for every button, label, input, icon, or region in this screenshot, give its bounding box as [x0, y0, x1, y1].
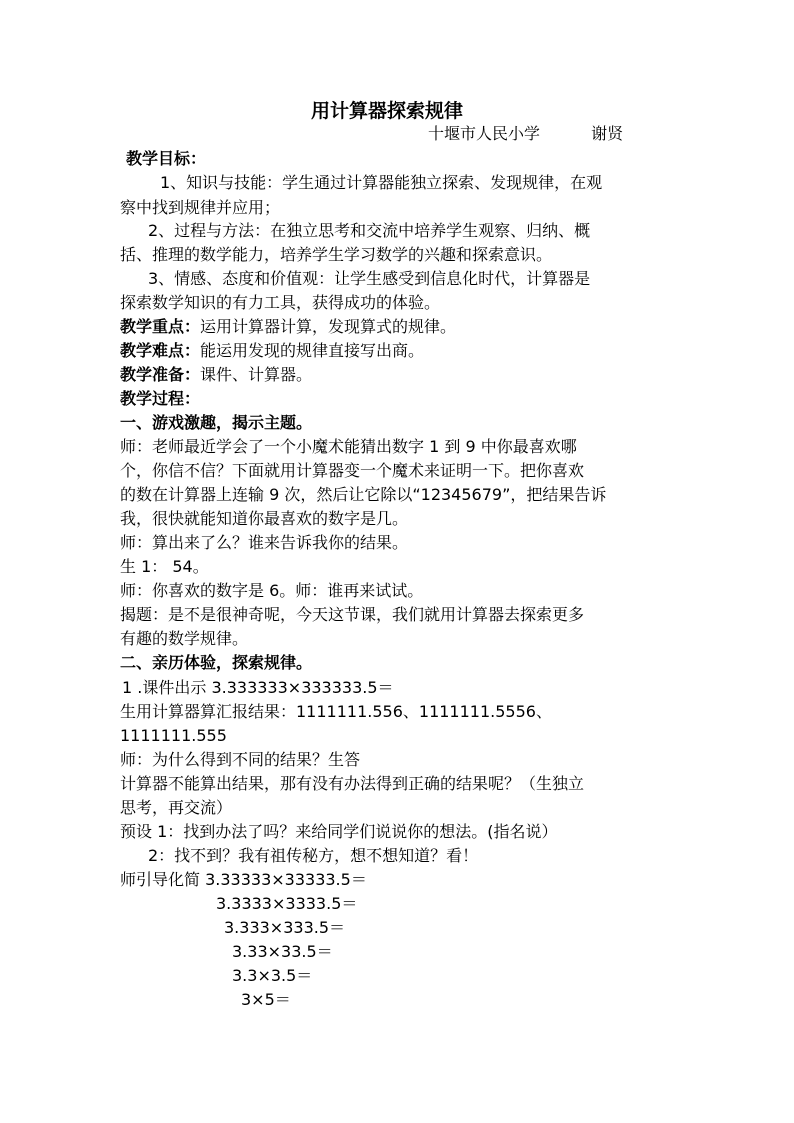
author-school: 十堰市人民小学 — [428, 124, 541, 143]
section-2-line-7: 2：找不到？我有祖传秘方，想不想知道？看！ — [148, 846, 479, 865]
equation-2: 3.333×333.5＝ — [224, 918, 346, 937]
equation-1: 3.3333×3333.5＝ — [216, 894, 358, 913]
teaching-focus — [120, 316, 456, 338]
teaching-difficulty-label: 教学难点： — [120, 341, 201, 360]
process-heading: 教学过程： — [120, 389, 201, 408]
teaching-difficulty — [120, 340, 424, 362]
section-1-paragraph-1-line-1: 师：老师最近学会了一个小魔术能猜出数字 1 到 9 中你最喜欢哪 — [120, 437, 577, 456]
section-2-heading: 二、亲历体验，探索规律。 — [120, 653, 313, 672]
teaching-preparation — [120, 364, 312, 386]
section-2-line-5-b: 思考，再交流） — [120, 798, 233, 817]
section-1-paragraph-1-line-3: 的数在计算器上连输 9 次，然后让它除以“12345679”，把结果告诉 — [120, 485, 607, 504]
section-2-line-4: 师：为什么得到不同的结果？生答 — [120, 750, 361, 769]
section-2-line-1: 1 .课件出示 3.333333×333333.5＝ — [122, 678, 394, 697]
section-2-line-5-a: 计算器不能算出结果，那有没有办法得到正确的结果呢？（生独立 — [120, 774, 585, 793]
equation-3: 3.33×33.5＝ — [232, 942, 333, 961]
section-1-paragraph-5-line-1: 揭题：是不是很神奇呢，今天这节课，我们就用计算器去探索更多 — [120, 605, 585, 624]
equation-5: 3×5＝ — [241, 990, 291, 1009]
section-1-paragraph-1-line-4: 我，很快就能知道你最喜欢的数字是几。 — [120, 509, 409, 528]
section-2-line-2: 生用计算器算汇报结果：1111111.556、1111111.5556、 — [120, 702, 552, 721]
section-1-paragraph-4: 师：你喜欢的数字是 6。师：谁再来试试。 — [120, 581, 424, 600]
objective-1-line-2: 察中找到规律并应用； — [120, 198, 281, 217]
section-1-paragraph-3: 生 1： 54。 — [120, 557, 209, 576]
section-2-line-6: 预设 1：找到办法了吗？来给同学们说说你的想法。(指名说） — [120, 822, 558, 841]
teaching-preparation-label: 教学准备： — [120, 365, 201, 384]
page-title: 用计算器探索规律 — [311, 100, 464, 122]
section-2-line-8: 师引导化简 3.33333×33333.5＝ — [120, 870, 367, 889]
teaching-focus-text: 运用计算器计算，发现算式的规律。 — [200, 317, 457, 336]
objectives-heading: 教学目标： — [126, 149, 207, 168]
section-1-paragraph-1-line-2: 个，你信不信？下面就用计算器变一个魔术来证明一下。把你喜欢 — [120, 461, 585, 480]
author-name: 谢贤 — [591, 124, 624, 143]
section-1-paragraph-5-line-2: 有趣的数学规律。 — [120, 629, 249, 648]
author-line — [428, 123, 623, 145]
objective-3-line-2: 探索数学知识的有力工具，获得成功的体验。 — [120, 293, 441, 312]
equation-4: 3.3×3.5＝ — [232, 966, 313, 985]
teaching-focus-label: 教学重点： — [120, 317, 201, 336]
section-1-heading: 一、游戏激趣，揭示主题。 — [120, 413, 313, 432]
section-1-paragraph-2: 师：算出来了么？谁来告诉我你的结果。 — [120, 533, 409, 552]
teaching-difficulty-text: 能运用发现的规律直接写出商。 — [200, 341, 425, 360]
objective-2-line-1: 2、过程与方法：在独立思考和交流中培养学生观察、归纳、概 — [148, 221, 591, 240]
objective-1-line-1: 1、知识与技能：学生通过计算器能独立探索、发现规律，在观 — [160, 173, 603, 192]
objective-3-line-1: 3、情感、态度和价值观：让学生感受到信息化时代，计算器是 — [148, 269, 591, 288]
section-2-line-3: 1111111.555 — [120, 726, 227, 745]
teaching-preparation-text: 课件、计算器。 — [200, 365, 313, 384]
objective-2-line-2: 括、推理的数学能力，培养学生学习数学的兴趣和探索意识。 — [120, 245, 553, 264]
